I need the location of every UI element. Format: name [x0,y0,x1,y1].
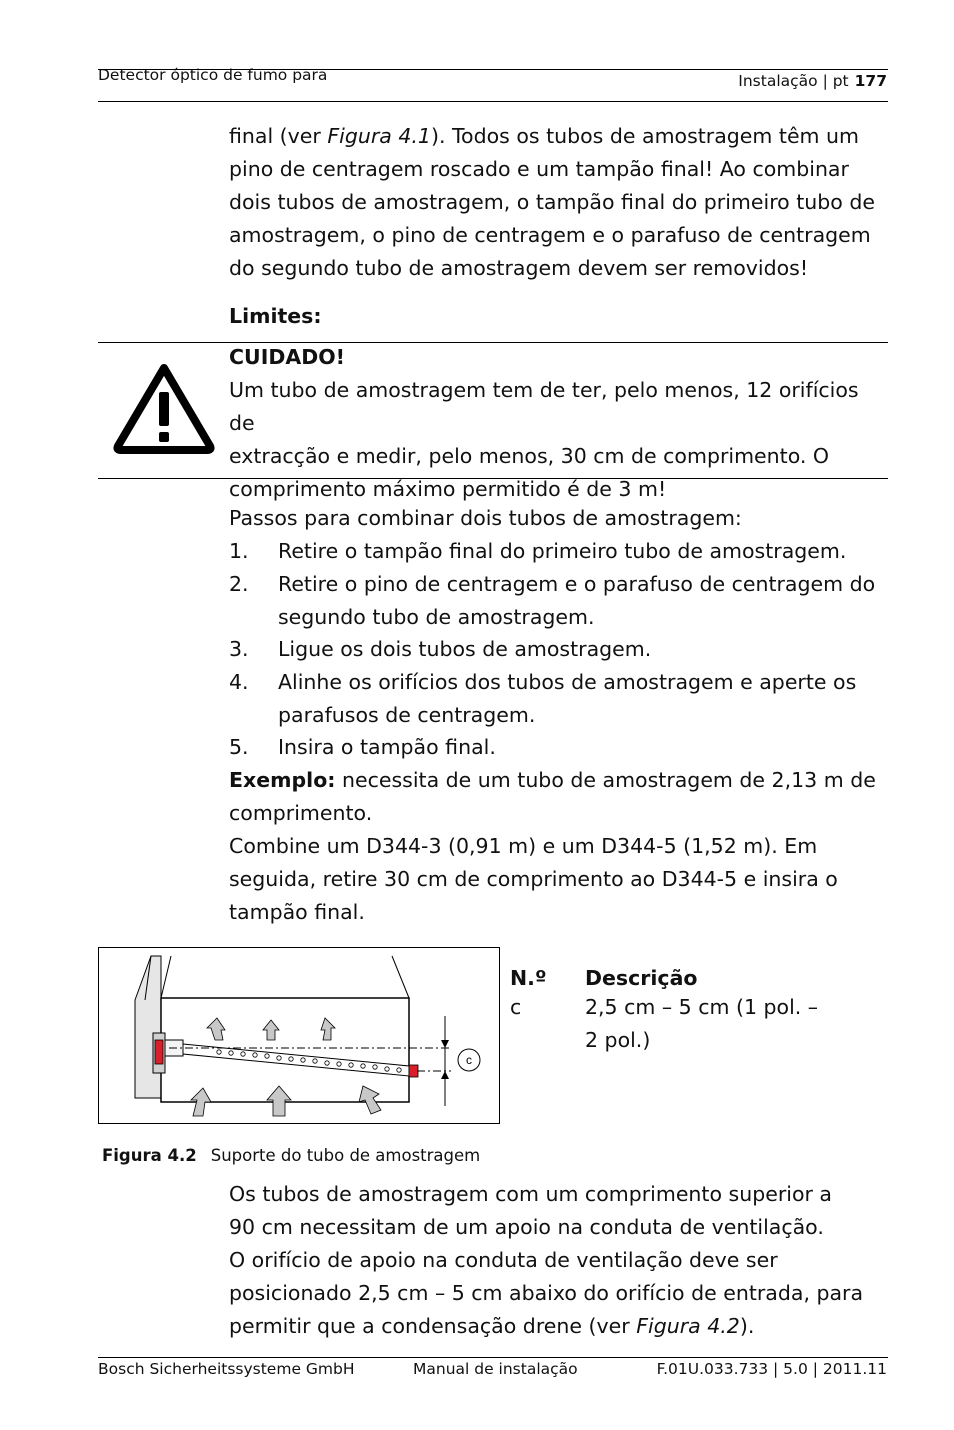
step-text: Ligue os dois tubos de amostragem. [278,637,652,661]
inlet-seal [155,1040,163,1064]
step-number: 1. [229,539,249,563]
footer-manual: Manual de instalação [413,1360,578,1378]
example-paragraph: Exemplo: necessita de um tubo de amostragem de 2,13 m de comprimento. Combine um D344-3 (0,91 m) e um D344-5 (1,52 m). Em seguida, retire 30 cm de comprimento ao D344-5 e insira o tampão final. [229,768,876,924]
table-header-description: Descrição [585,966,698,990]
running-header-section [738,72,887,90]
step-number: 4. [229,670,249,694]
limits-heading: Limites: [229,304,322,328]
step-text: Retire o tampão final do primeiro tubo de amostragem. [278,539,847,563]
callout-label: c [466,1053,472,1067]
sampling-tube-support-diagram [99,948,499,1123]
step-text: Insira o tampão final. [278,735,496,759]
figure-frame [98,947,500,1124]
steps-intro: Passos para combinar dois tubos de amostragem: [229,506,742,530]
warning-triangle-icon [112,362,216,454]
end-cap [409,1065,418,1077]
caution-title: CUIDADO! [229,345,345,369]
closing-paragraph: Os tubos de amostragem com um comprimento superior a 90 cm necessitam de um apoio na conduta de ventilação. O orifício de apoio na conduta de ventilação deve ser posicionado 2,5 cm – 5 cm abaixo do orifício de entrada, para permitir que a condensação drene (ver Figura 4.2). [229,1182,864,1338]
step-number: 3. [229,637,249,661]
step-text: Alinhe os orifícios dos tubos de amostragem e aperte os parafusos de centragem. [278,670,857,727]
page-number: 177 [854,72,887,90]
sampling-tube [183,1044,409,1076]
caution-rule-bottom [98,478,888,479]
figure-reference: Figura 4.2 [636,1314,740,1338]
caution-line: comprimento máximo permitido é de 3 m! [229,477,667,501]
figure-reference: Figura 4.1 [327,124,431,148]
figure-caption-text: Suporte do tubo de amostragem [210,1146,481,1165]
intro-line: dois tubos de amostragem, o tampão final do primeiro tubo de [229,190,875,214]
section-label: Instalação | pt [738,72,849,90]
table-cell-description: 2,5 cm – 5 cm (1 pol. – 2 pol.) [585,995,819,1052]
step-number: 2. [229,572,249,596]
intro-line: do segundo tubo de amostragem devem ser removidos! [229,256,809,280]
header-rule-top [98,69,888,70]
footer-document-id: F.01U.033.733 | 5.0 | 2011.11 [656,1360,887,1378]
intro-paragraph [229,120,889,285]
caution-text-block [229,341,889,506]
table-cell-key: c [510,995,522,1019]
step-number: 5. [229,735,249,759]
example-label: Exemplo: [229,768,336,792]
caution-line: extracção e medir, pelo menos, 30 cm de comprimento. O [229,444,830,468]
intro-line: pino de centragem roscado e um tampão final! Ao combinar [229,157,849,181]
footer-rule [98,1357,888,1358]
intro-line: final (ver Figura 4.1). Todos os tubos de amostragem têm um [229,124,860,148]
table-header-number: N.º [510,966,547,990]
intro-line: amostragem, o pino de centragem e o parafuso de centragem [229,223,871,247]
running-header-title: Detector óptico de fumo para [98,66,328,84]
caution-line: Um tubo de amostragem tem de ter, pelo menos, 12 orifícios de [229,378,859,435]
header-rule-bottom [98,101,888,102]
figure-caption [102,1146,480,1165]
step-text: Retire o pino de centragem e o parafuso de centragem do segundo tubo de amostragem. [278,572,876,629]
footer-company: Bosch Sicherheitssysteme GmbH [98,1360,355,1378]
figure-caption-label: Figura 4.2 [102,1146,197,1165]
